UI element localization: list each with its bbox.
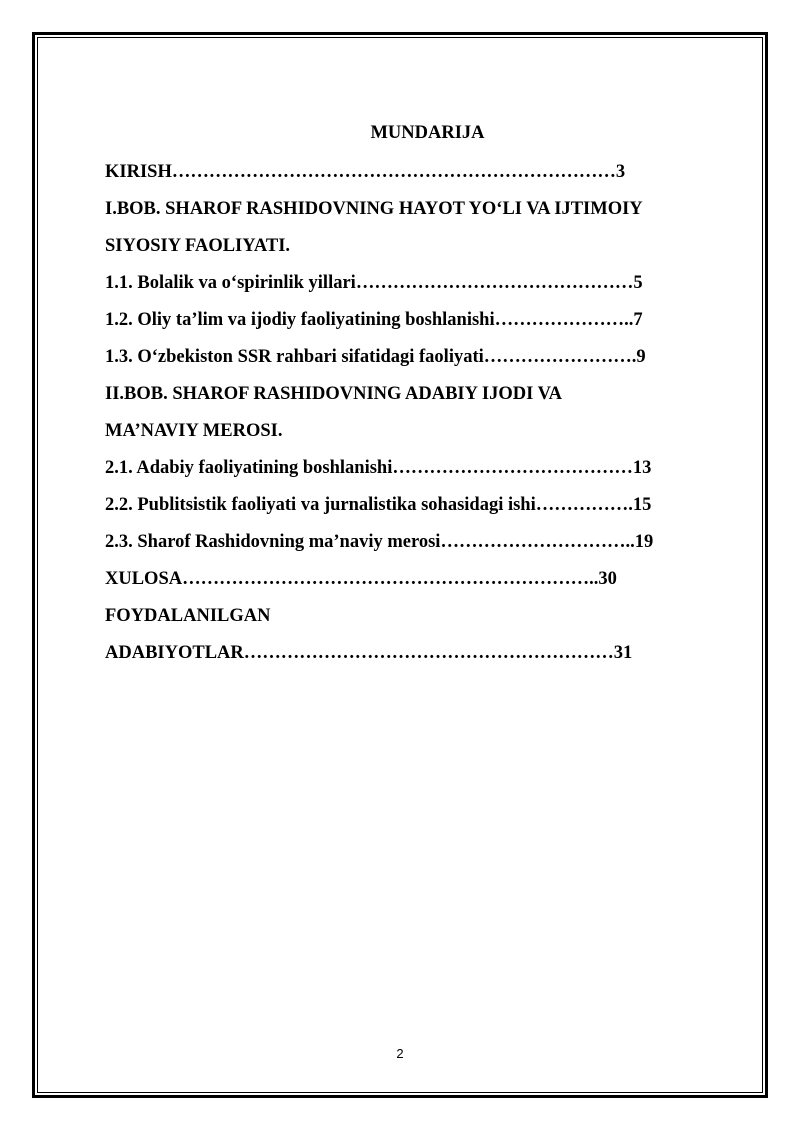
toc-entry-2-2: 2.2. Publitsistik faoliyati va jurnalistika sohasidagi ishi…………….15 [105, 495, 652, 515]
toc-entry-xulosa: XULOSA…………………………………………………………..30 [105, 569, 617, 589]
toc-chapter-1-title-line-2: SIYOSIY FAOLIYATI. [105, 236, 291, 256]
toc-entry-1-2: 1.2. Oliy ta’lim va ijodiy faoliyatining boshlanishi…………………..7 [105, 310, 643, 330]
toc-entry-kirish: KIRISH………………………………………………………………3 [105, 162, 626, 182]
toc-entry-2-1: 2.1. Adabiy faoliyatining boshlanishi…………………………………13 [105, 458, 652, 478]
toc-chapter-2-title-line-1: II.BOB. SHAROF RASHIDOVNING ADABIY IJODI VA [105, 384, 562, 404]
page-number: 2 [396, 1046, 404, 1061]
toc-chapter-1-title-line-1: I.BOB. SHAROF RASHIDOVNING HAYOT YO‘LI VA IJTIMOIY [105, 199, 643, 219]
toc-chapter-2-title-line-2: MA’NAVIY MEROSI. [105, 421, 283, 441]
toc-entry-1-1: 1.1. Bolalik va o‘spirinlik yillari………………………………………5 [105, 273, 643, 293]
table-of-contents [105, 118, 745, 672]
toc-heading: MUNDARIJA [370, 123, 485, 143]
toc-entry-1-3: 1.3. O‘zbekiston SSR rahbari sifatidagi faoliyati…………………….9 [105, 347, 646, 367]
toc-entry-2-3: 2.3. Sharof Rashidovning ma’naviy merosi…………………………..19 [105, 532, 654, 552]
toc-entry-references-line-1: FOYDALANILGAN [105, 606, 271, 626]
toc-entry-references-line-2: ADABIYOTLAR……………………………………………………31 [105, 643, 633, 663]
